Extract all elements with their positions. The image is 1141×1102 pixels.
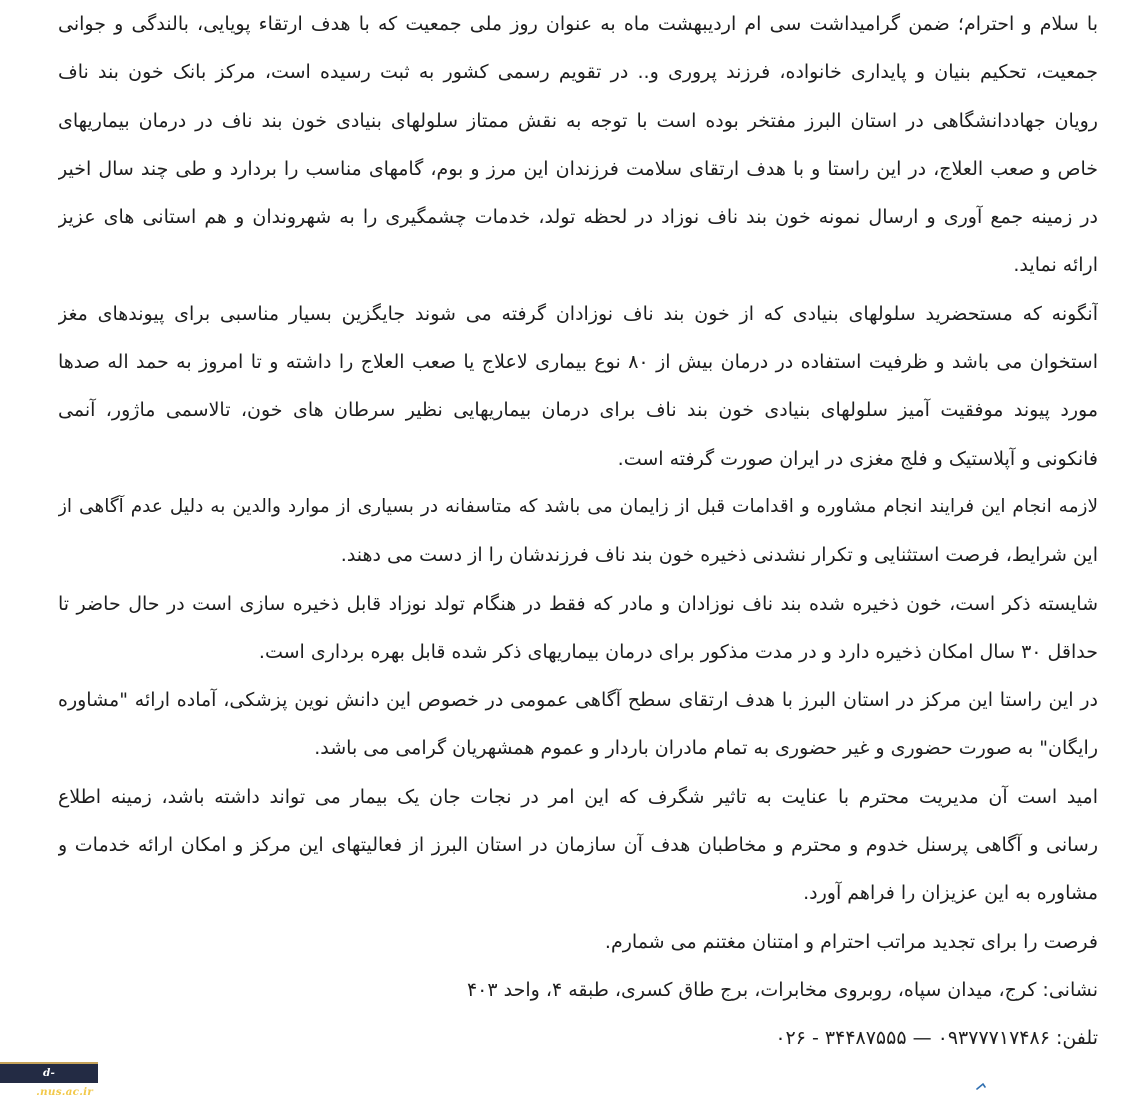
letter-line-12: این شرایط، فرصت استثنایی و تکرار نشدنی ذخیره خون بند ناف فرزندشان را از دست می دهند. <box>340 544 1098 567</box>
letter-line-19: مشاوره به این عزیزان را فراهم آورد. <box>803 882 1098 905</box>
letter-line-11: لازمه انجام این فرایند انجام مشاوره و اقدامات قبل از زایمان می باشد که متاسفانه در بسیاری از موارد والدین به دلیل عدم آگاهی از <box>58 495 1098 517</box>
letter-line-17: امید است آن مدیریت محترم با عنایت به تاثیر شگرف که این امر در نجات جان یک بیمار می تواند داشته باشد، زمینه اطلاع <box>58 785 1098 808</box>
pen-stroke-mark <box>975 1082 993 1090</box>
closing-line: فرصت را برای تجدید مراتب احترام و امتنان مغتنم می شمارم. <box>604 930 1098 953</box>
watermark-suffix: .nus.ac.ir <box>36 1086 94 1098</box>
letter-line-9: مورد پیوند موفقیت آمیز سلولهای بنیادی خون بند ناف برای درمان بیماریهایی نظیر سرطان های خون، تالاسمی ماژور، آنمی <box>58 399 1098 422</box>
site-watermark <box>0 1062 98 1098</box>
letter-body <box>58 0 1098 1063</box>
letter-line-3: رویان جهاددانشگاهی در استان البرز مفتخر بوده است با توجه به نقش ممتاز سلولهای بنیادی خون بند ناف در درمان بیماریهای <box>58 109 1098 132</box>
letter-line-6: ارائه نماید. <box>1013 254 1098 277</box>
letter-line-15: در این راستا این مرکز در استان البرز با هدف ارتقای سطح آگاهی عمومی در خصوص این دانش نوین پزشکی، آماده ارائه "مشاوره <box>58 689 1098 712</box>
letter-line-8: استخوان می باشد و ظرفیت استفاده در درمان بیش از ۸۰ نوع بیماری لاعلاج یا صعب العلاج را داشته و تا امروز به حمد اله صدها <box>58 351 1098 374</box>
letter-line-2: جمعیت، تحکیم بنیان و پایداری خانواده، فرزند پروری و.. در تقویم رسمی کشور به ثبت رسیده است، مرکز بانک خون بند ناف <box>58 61 1098 84</box>
letter-line-10: فانکونی و آپلاستیک و فلج مغزی در ایران صورت گرفته است. <box>617 447 1098 470</box>
letter-line-18: رسانی و آگاهی پرسنل خدوم و محترم و مخاطبان هدف آن سازمان در استان البرز از فعالیتهای این مرکز و امکان ارائه خدمات و <box>58 834 1098 857</box>
phone-line: تلفن: ۰۹۳۷۷۷۱۷۴۸۶ — ۳۴۴۸۷۵۵۵ - ۰۲۶ <box>775 1027 1098 1050</box>
letter-line-13: شایسته ذکر است، خون ذخیره شده بند ناف نوزادان و مادر که فقط در هنگام تولد نوزاد قابل ذخیره سازی است در حال حاضر تا <box>58 592 1098 615</box>
letter-line-16: رایگان" به صورت حضوری و غیر حضوری به تمام مادران باردار و عموم همشهریان گرامی می باشد. <box>314 737 1098 760</box>
watermark-prefix: d-karaj <box>4 1067 56 1098</box>
letter-line-7: آنگونه که مستحضرید سلولهای بنیادی که از خون بند ناف نوزادان گرفته می شوند جایگزین بسیار مناسبی برای پیوندهای مغز <box>58 302 1098 325</box>
letter-line-14: حداقل ۳۰ سال امکان ذخیره دارد و در مدت مذکور برای درمان بیماریهای ذکر شده قابل بهره برداری است. <box>258 640 1098 663</box>
letter-line-1: با سلام و احترام؛ ضمن گرامیداشت سی ام اردیبهشت ماه به عنوان روز ملی جمعیت که با هدف ارتقاء پویایی، بالندگی و جوانی <box>58 13 1098 35</box>
letter-line-4: خاص و صعب العلاج، در این راستا و با هدف ارتقای سلامت فرزندان این مرز و بوم، گامهای مناسب را بردارد و طی چند سال اخیر <box>58 157 1098 180</box>
letter-line-5: در زمینه جمع آوری و ارسال نمونه خون بند ناف نوزاد در لحظه تولد، خدمات چشمگیری را به شهروندان و هم استانی های عزیز <box>58 206 1098 229</box>
address-line: نشانی: کرج، میدان سپاه، روبروی مخابرات، برج طاق کسری، طبقه ۴، واحد ۴۰۳ <box>466 978 1098 1001</box>
